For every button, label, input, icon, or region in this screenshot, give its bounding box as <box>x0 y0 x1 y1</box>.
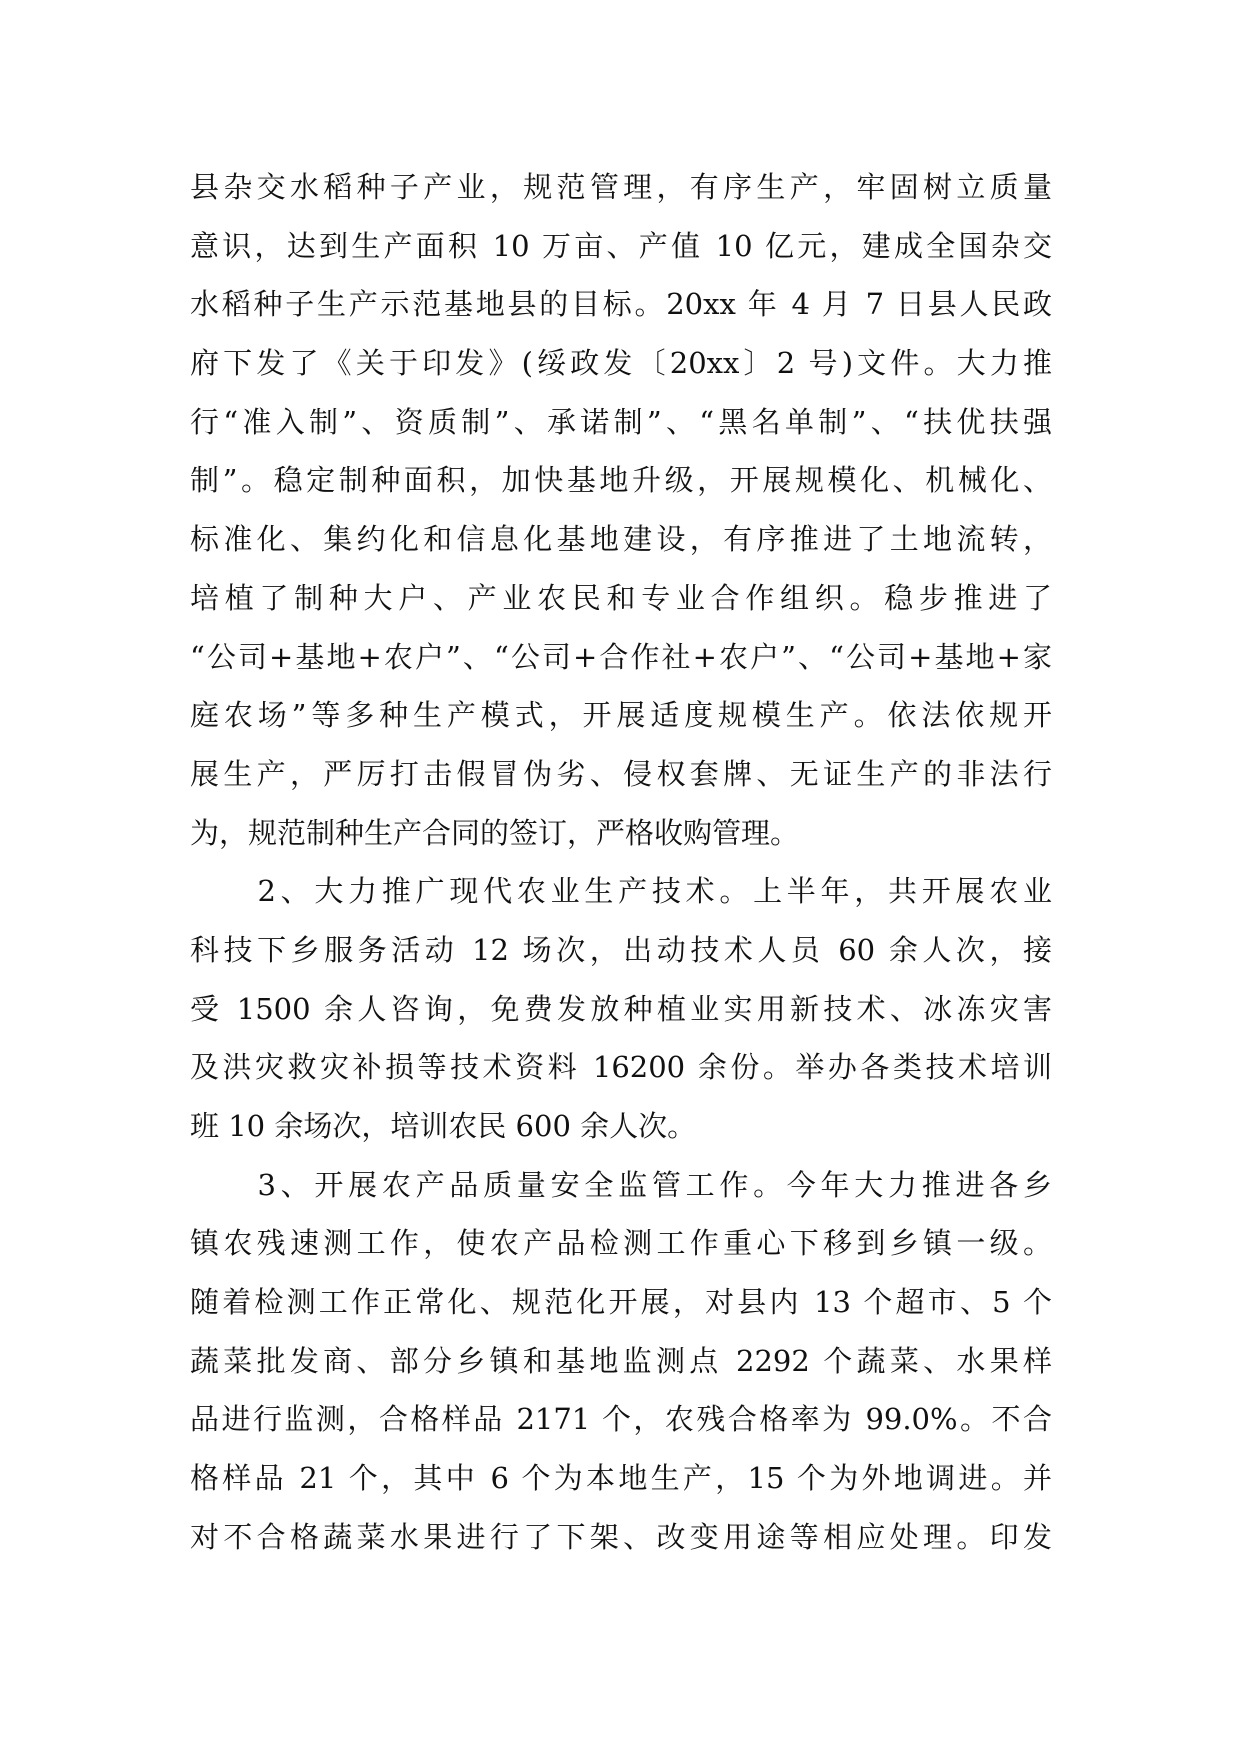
text-line: 庭农场”等多种生产模式，开展适度规模生产。依法依规开 <box>190 698 1052 733</box>
text-line: 府下发了《关于印发》(绥政发〔20xx〕2 号)文件。大力推 <box>190 346 1052 381</box>
text-line: “公司+基地+农户”、“公司+合作社+农户”、“公司+基地+家 <box>190 639 1052 674</box>
text-line: 品进行监测，合格样品 2171 个，农残合格率为 99.0%。不合 <box>190 1402 1052 1437</box>
text-line: 科技下乡服务活动 12 场次，出动技术人员 60 余人次，接 <box>190 932 1052 967</box>
text-line: 制”。稳定制种面积，加快基地升级，开展规模化、机械化、 <box>190 463 1052 498</box>
text-line: 随着检测工作正常化、规范化开展，对县内 13 个超市、5 个 <box>190 1285 1052 1320</box>
text-line: 2、大力推广现代农业生产技术。上半年，共开展农业 <box>190 874 1052 909</box>
text-line: 蔬菜批发商、部分乡镇和基地监测点 2292 个蔬菜、水果样 <box>190 1343 1052 1378</box>
text-line: 培植了制种大户、产业农民和专业合作组织。稳步推进了 <box>190 580 1052 615</box>
text-line: 镇农残速测工作，使农产品检测工作重心下移到乡镇一级。 <box>190 1226 1052 1261</box>
text-line: 格样品 21 个，其中 6 个为本地生产，15 个为外地调进。并 <box>190 1461 1052 1496</box>
text-line: 受 1500 余人咨询，免费发放种植业实用新技术、冰冻灾害 <box>190 991 1052 1026</box>
text-line: 3、开展农产品质量安全监管工作。今年大力推进各乡 <box>190 1167 1052 1202</box>
document-body <box>190 158 1052 1567</box>
text-line: 县杂交水稻种子产业，规范管理，有序生产，牢固树立质量 <box>190 170 1052 204</box>
text-line: 对不合格蔬菜水果进行了下架、改变用途等相应处理。印发 <box>190 1519 1052 1554</box>
text-line: 及洪灾救灾补损等技术资料 16200 余份。举办各类技术培训 <box>190 1050 1052 1085</box>
text-line: 行“准入制”、资质制”、承诺制”、“黑名单制”、“扶优扶强 <box>190 404 1052 439</box>
text-line: 为，规范制种生产合同的签订，严格收购管理。 <box>190 815 800 850</box>
paragraph-1 <box>190 158 1052 862</box>
text-line: 水稻种子生产示范基地县的目标。20xx 年 4 月 7 日县人民政 <box>190 287 1052 322</box>
text-line: 标准化、集约化和信息化基地建设，有序推进了土地流转， <box>190 522 1052 557</box>
paragraph-3 <box>190 1156 1052 1567</box>
text-line: 班 10 余场次，培训农民 600 余人次。 <box>190 1109 697 1143</box>
text-line: 意识，达到生产面积 10 万亩、产值 10 亿元，建成全国杂交 <box>190 228 1052 263</box>
paragraph-2 <box>190 862 1052 1155</box>
text-line: 展生产，严厉打击假冒伪劣、侵权套牌、无证生产的非法行 <box>190 756 1052 791</box>
